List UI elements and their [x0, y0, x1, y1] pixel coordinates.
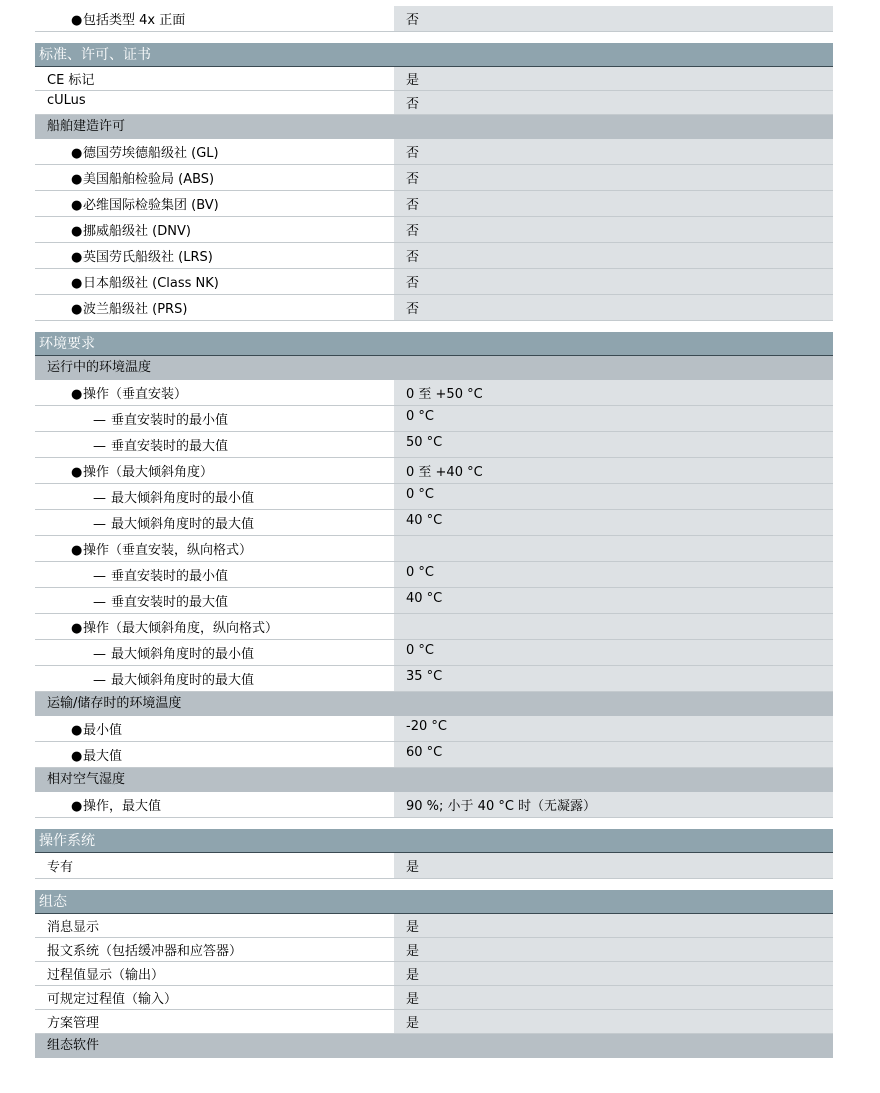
spec-label: — 垂直安装时的最大值 — [35, 588, 394, 614]
bullet-icon: ● — [71, 146, 83, 161]
spec-value: 40 °C — [394, 510, 833, 536]
ship-approvals-list — [35, 139, 833, 321]
spec-value: 是 — [394, 962, 833, 986]
spec-label: — 垂直安装时的最大值 — [35, 432, 394, 458]
spec-label: ●包括类型 4x 正面 — [35, 6, 394, 32]
spec-row-ship — [35, 269, 833, 295]
subsection-title-storage: 运输/储存时的环境温度 — [35, 692, 833, 716]
spec-value: 否 — [394, 91, 833, 115]
spec-value: 是 — [394, 1010, 833, 1034]
spec-value: 否 — [394, 243, 833, 269]
section-title-environment: 环境要求 — [35, 332, 833, 356]
spec-value: 否 — [394, 165, 833, 191]
spec-label: 专有 — [35, 853, 394, 879]
spec-label: ●日本船级社 (Class NK) — [35, 269, 394, 295]
spec-label: ●美国船舶检验局 (ABS) — [35, 165, 394, 191]
spec-value: 0 °C — [394, 406, 833, 432]
spec-value: 否 — [394, 191, 833, 217]
spec-row-ship — [35, 165, 833, 191]
spec-label: — 最大倾斜角度时的最小值 — [35, 640, 394, 666]
bullet-icon: ● — [71, 13, 83, 28]
spec-label: — 垂直安装时的最小值 — [35, 562, 394, 588]
spec-row-config — [35, 986, 833, 1010]
spec-value: 是 — [394, 67, 833, 91]
subsection-title-config-software: 组态软件 — [35, 1034, 833, 1058]
spec-value: -20 °C — [394, 716, 833, 742]
bullet-icon: ● — [71, 224, 83, 239]
spec-value: 是 — [394, 914, 833, 938]
spec-row-ship — [35, 217, 833, 243]
dash-icon: — — [93, 517, 106, 532]
op-temp-list — [35, 380, 833, 692]
spec-row-proprietary — [35, 853, 833, 879]
spec-row-config — [35, 962, 833, 986]
spec-row-op-temp — [35, 588, 833, 614]
spec-label: 报文系统（包括缓冲器和应答器） — [35, 938, 394, 962]
spec-row-ship — [35, 191, 833, 217]
spec-label: — 最大倾斜角度时的最大值 — [35, 666, 394, 692]
dash-icon: — — [93, 647, 106, 662]
section-title-standards: 标准、许可、证书 — [35, 43, 833, 67]
spec-label: ●操作（最大倾斜角度，纵向格式） — [35, 614, 394, 640]
spec-value: 0 至 +40 °C — [394, 458, 833, 484]
bullet-icon: ● — [71, 621, 83, 636]
dash-icon: — — [93, 413, 106, 428]
config-list — [35, 914, 833, 1034]
spec-row-config — [35, 914, 833, 938]
spec-value: 0 °C — [394, 640, 833, 666]
spec-row-type4x — [35, 6, 833, 32]
spec-row-op-temp — [35, 380, 833, 406]
spec-label: 方案管理 — [35, 1010, 394, 1034]
spec-value: 0 °C — [394, 484, 833, 510]
spec-row-op-temp — [35, 510, 833, 536]
spec-value: 否 — [394, 139, 833, 165]
bullet-icon: ● — [71, 387, 83, 402]
spec-value: 是 — [394, 986, 833, 1010]
bullet-icon: ● — [71, 172, 83, 187]
spec-value: 否 — [394, 295, 833, 321]
spec-row-ce — [35, 67, 833, 91]
section-title-os: 操作系统 — [35, 829, 833, 853]
spec-value: 60 °C — [394, 742, 833, 768]
spec-label: ●必维国际检验集团 (BV) — [35, 191, 394, 217]
spec-label: 可规定过程值（输入） — [35, 986, 394, 1010]
spec-label: — 最大倾斜角度时的最小值 — [35, 484, 394, 510]
subsection-title-op-temp: 运行中的环境温度 — [35, 356, 833, 380]
bullet-icon: ● — [71, 465, 83, 480]
storage-temp-list — [35, 716, 833, 768]
dash-icon: — — [93, 569, 106, 584]
spec-label: CE 标记 — [35, 67, 394, 91]
dash-icon: — — [93, 491, 106, 506]
spec-value: 否 — [394, 6, 833, 32]
spec-row-config — [35, 938, 833, 962]
bullet-icon: ● — [71, 749, 83, 764]
bullet-icon: ● — [71, 543, 83, 558]
spec-row-ship — [35, 295, 833, 321]
spec-label: 消息显示 — [35, 914, 394, 938]
bullet-icon: ● — [71, 198, 83, 213]
spec-row-op-temp — [35, 484, 833, 510]
spec-row-op-temp — [35, 562, 833, 588]
dash-icon: — — [93, 595, 106, 610]
spec-label: ●操作（垂直安装） — [35, 380, 394, 406]
spec-label: — 垂直安装时的最小值 — [35, 406, 394, 432]
spec-row-config — [35, 1010, 833, 1034]
spec-value: 是 — [394, 853, 833, 879]
dash-icon: — — [93, 673, 106, 688]
spec-value: 否 — [394, 217, 833, 243]
spec-row-op-temp — [35, 406, 833, 432]
spec-row-storage — [35, 716, 833, 742]
spec-row-op-temp — [35, 432, 833, 458]
spec-value: 0 至 +50 °C — [394, 380, 833, 406]
spec-label: cULus — [35, 91, 394, 115]
spec-label: ●德国劳埃德船级社 (GL) — [35, 139, 394, 165]
spec-label: ●挪威船级社 (DNV) — [35, 217, 394, 243]
bullet-icon: ● — [71, 723, 83, 738]
spec-value: 0 °C — [394, 562, 833, 588]
spec-label: 过程值显示（输出） — [35, 962, 394, 986]
spec-value: 40 °C — [394, 588, 833, 614]
spec-label: ●操作（最大倾斜角度） — [35, 458, 394, 484]
spec-row-op-temp — [35, 666, 833, 692]
spec-row-op-temp — [35, 536, 833, 562]
spec-row-op-temp — [35, 640, 833, 666]
spec-row-ship — [35, 243, 833, 269]
spec-row-ship — [35, 139, 833, 165]
bullet-icon: ● — [71, 799, 83, 814]
spec-label: ●操作（垂直安装，纵向格式） — [35, 536, 394, 562]
spec-row-humidity — [35, 792, 833, 818]
spec-row-op-temp — [35, 614, 833, 640]
spec-value: 90 %; 小于 40 °C 时（无凝露） — [394, 792, 833, 818]
spec-value: 35 °C — [394, 666, 833, 692]
bullet-icon: ● — [71, 302, 83, 317]
subsection-title-ship: 船舶建造许可 — [35, 115, 833, 139]
spec-value — [394, 614, 833, 640]
spec-label: ●波兰船级社 (PRS) — [35, 295, 394, 321]
spec-table — [35, 6, 833, 1058]
bullet-icon: ● — [71, 276, 83, 291]
subsection-title-humidity: 相对空气湿度 — [35, 768, 833, 792]
spec-label: — 最大倾斜角度时的最大值 — [35, 510, 394, 536]
spec-label: ●最大值 — [35, 742, 394, 768]
bullet-icon: ● — [71, 250, 83, 265]
spec-row-storage — [35, 742, 833, 768]
spec-value: 50 °C — [394, 432, 833, 458]
spec-value: 否 — [394, 269, 833, 295]
spec-row-culus — [35, 91, 833, 115]
spec-label: ●操作，最大值 — [35, 792, 394, 818]
spec-row-op-temp — [35, 458, 833, 484]
spec-label: ●英国劳氏船级社 (LRS) — [35, 243, 394, 269]
spec-value — [394, 536, 833, 562]
spec-value: 是 — [394, 938, 833, 962]
dash-icon: — — [93, 439, 106, 454]
spec-label: ●最小值 — [35, 716, 394, 742]
section-title-config: 组态 — [35, 890, 833, 914]
